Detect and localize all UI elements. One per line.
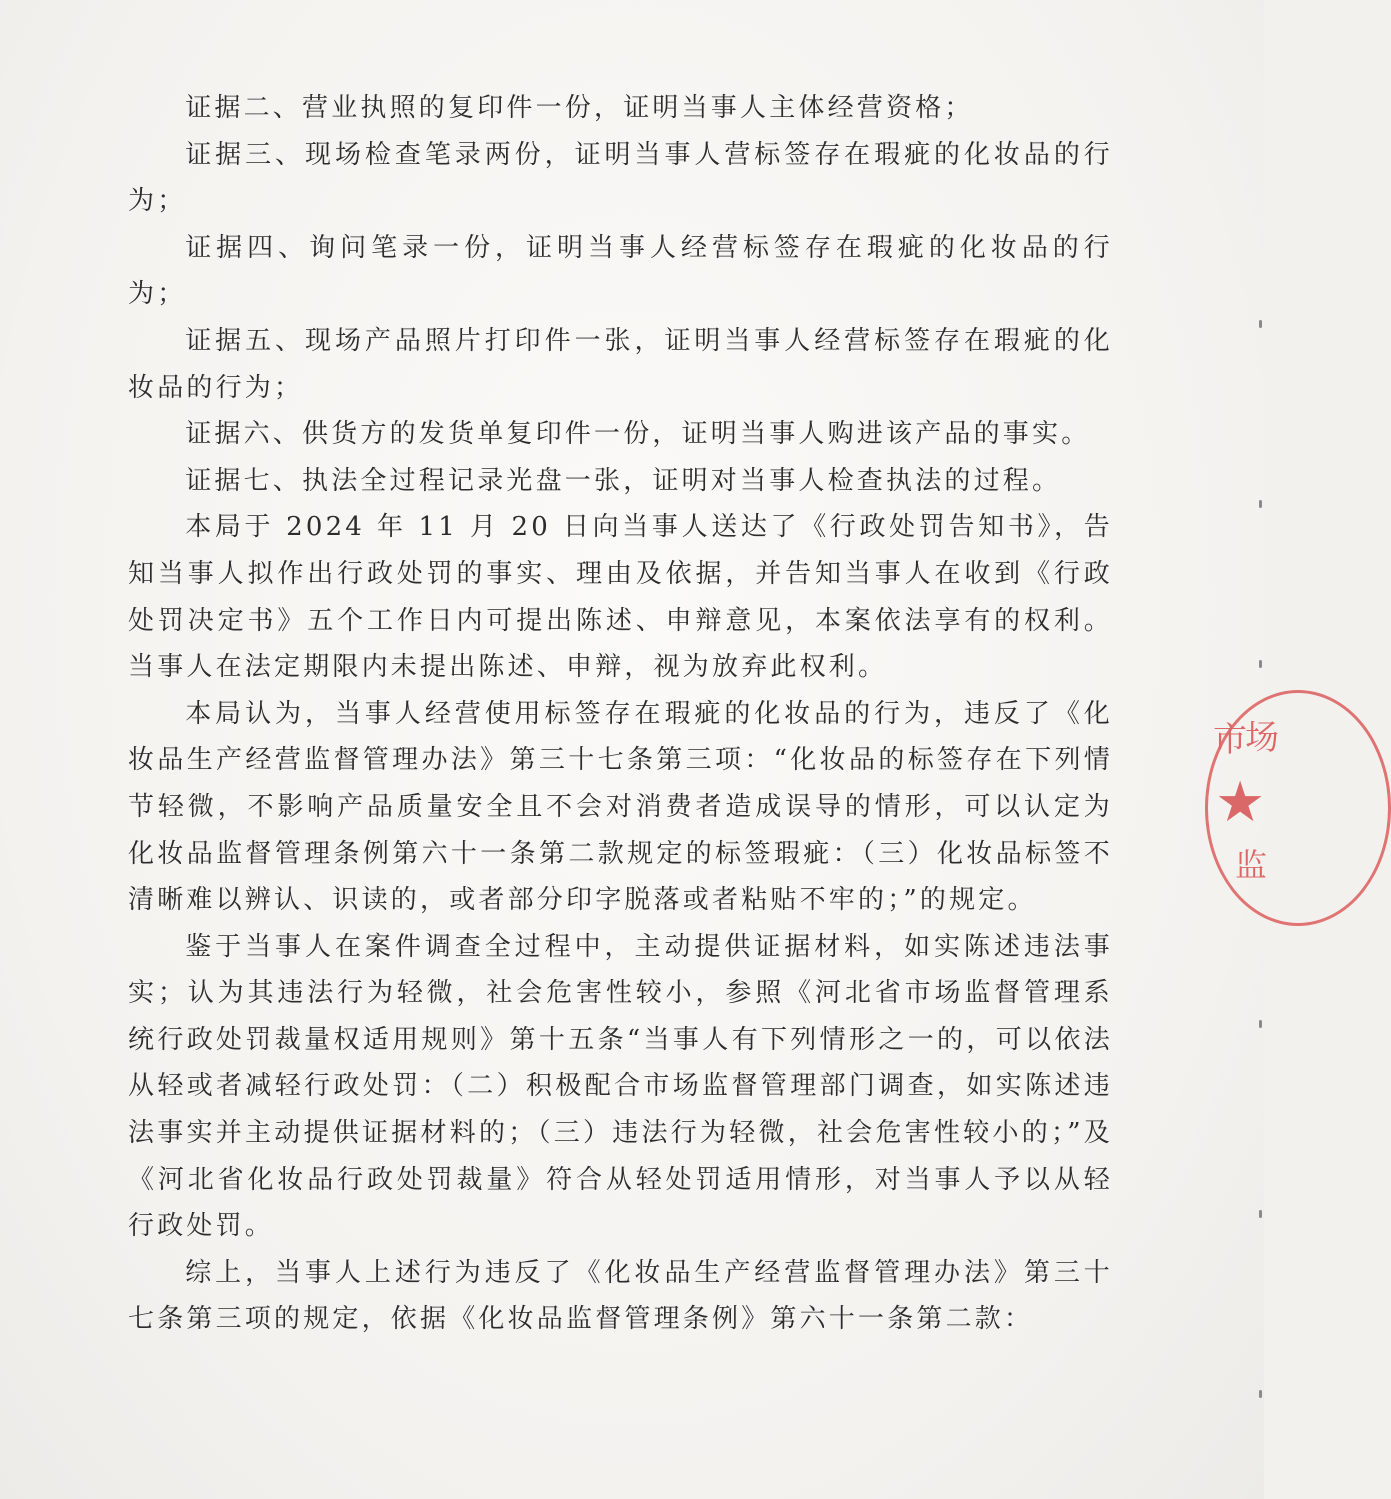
scan-edge-mark: [1259, 500, 1262, 508]
scan-edge-mark: [1259, 1210, 1262, 1218]
seal-char-1: 市: [1213, 720, 1247, 760]
scan-edge-mark: [1259, 1390, 1262, 1398]
seal-star-icon: ★: [1215, 770, 1266, 835]
scan-edge-mark: [1259, 1020, 1262, 1028]
scan-edge-mark: [1259, 660, 1262, 668]
seal-char-2: 场: [1245, 718, 1279, 758]
evidence-6: 证据六、供货方的发货单复印件一份，证明当事人购进该产品的事实。: [185, 419, 1091, 450]
conclusion-paragraph: 综上，当事人上述行为违反了《化妆品生产经营监督管理办法》第三十七条第三项的规定，依据《化妆品监督管理条例》第六十一条第二款：: [128, 1257, 1113, 1335]
evidence-2: 证据二、营业执照的复印件一份，证明当事人主体经营资格；: [185, 93, 974, 123]
evidence-5: 证据五、现场产品照片打印件一张，证明当事人经营标签存在瑕疵的化妆品的行为；: [128, 325, 1113, 403]
violation-paragraph: 本局认为，当事人经营使用标签存在瑕疵的化妆品的行为，违反了《化妆品生产经营监督管理办法》第三十七条第三项：“化妆品的标签存在下列情节轻微，不影响产品质量安全且不会对消费者造成误导的情形，可以认定为化妆品监督管理条例第六十一条第二款规定的标签瑕疵：（三）化妆品标签不清晰难以辨认、识读的，或者部分印字脱落或者粘贴不牢的；”的规定。: [128, 698, 1113, 916]
leniency-paragraph: 鉴于当事人在案件调查全过程中，主动提供证据材料，如实陈述违法事实；认为其违法行为轻微，社会危害性较小，参照《河北省市场监督管理系统行政处罚裁量权适用规则》第十五条“当事人有下列情形之一的，可以依法从轻或者减轻行政处罚：（二）积极配合市场监督管理部门调查，如实陈述违法事实并主动提供证据材料的；（三）违法行为轻微，社会危害性较小的；”及《河北省化妆品行政处罚裁量》符合从轻处罚适用情形，对当事人予以从轻行政处罚。: [128, 931, 1113, 1242]
evidence-7: 证据七、执法全过程记录光盘一张，证明对当事人检查执法的过程。: [185, 465, 1062, 496]
notice-paragraph: 本局于 2024 年 11 月 20 日向当事人送达了《行政处罚告知书》，告知当事人拟作出行政处罚的事实、理由及依据，并告知当事人在收到《行政处罚决定书》五个工作日内可提出陈述、申辩意见，本案依法享有的权利。当事人在法定期限内未提出陈述、申辩，视为放弃此权利。: [128, 512, 1113, 683]
scan-edge-mark: [1259, 320, 1262, 328]
seal-char-3: 监: [1235, 846, 1268, 884]
evidence-4: 证据四、询问笔录一份，证明当事人经营标签存在瑕疵的化妆品的行为；: [128, 232, 1113, 310]
document-body: [128, 85, 1113, 1343]
official-seal: [1205, 690, 1355, 920]
evidence-3: 证据三、现场检查笔录两份，证明当事人营标签存在瑕疵的化妆品的行为；: [128, 139, 1113, 217]
